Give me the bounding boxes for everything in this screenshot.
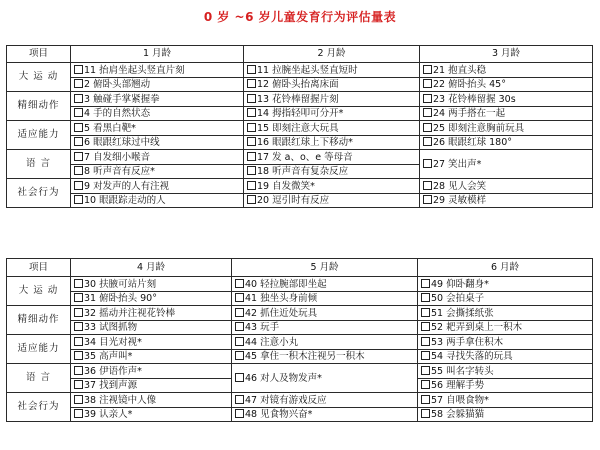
item-label: 15 即刻注意大玩具 <box>257 122 339 134</box>
table-row <box>7 320 593 335</box>
table-row <box>7 77 593 92</box>
table-row <box>7 193 593 208</box>
item-label: 29 灵敏模样 <box>433 195 487 206</box>
table-header-row <box>7 46 593 63</box>
table-header-row <box>7 259 593 277</box>
table-row <box>7 306 593 321</box>
item-cell <box>418 364 593 379</box>
item-label: 46 对人及物发声* <box>245 372 322 384</box>
checkbox[interactable] <box>74 152 83 161</box>
item-cell <box>71 92 244 107</box>
item-label: 4 手的自然状态 <box>84 108 151 119</box>
checkbox[interactable] <box>235 337 244 346</box>
checkbox[interactable] <box>423 79 432 88</box>
table-row <box>7 106 593 121</box>
item-cell <box>71 335 232 350</box>
header-month-6: 6 月龄 <box>418 259 593 277</box>
item-cell <box>232 349 418 364</box>
domain-fine-motor: 精细动作 <box>7 92 71 121</box>
domain-gross-motor: 大 运 动 <box>7 63 71 92</box>
checkbox[interactable] <box>235 409 244 418</box>
item-label: 3 触碰手掌紧握拳 <box>84 93 160 105</box>
item-cell <box>232 320 418 335</box>
item-cell <box>420 179 593 194</box>
item-label: 5 看黑白靶* <box>84 122 136 134</box>
item-cell <box>418 378 593 393</box>
table-row <box>7 364 593 379</box>
checkbox[interactable] <box>421 395 430 404</box>
item-cell <box>418 306 593 321</box>
domain-language: 语 言 <box>7 150 71 179</box>
item-cell <box>232 407 418 422</box>
item-cell <box>244 164 420 179</box>
checkbox[interactable] <box>74 279 83 288</box>
item-label: 36 伊语作声* <box>84 365 142 377</box>
item-label: 7 自发细小喉音 <box>84 151 151 163</box>
item-cell <box>420 63 593 78</box>
item-cell <box>71 179 244 194</box>
item-cell <box>418 277 593 292</box>
item-cell <box>71 193 244 208</box>
item-label: 57 自喂食物* <box>431 394 489 406</box>
item-label: 19 自发微笑* <box>257 180 315 192</box>
item-cell <box>232 306 418 321</box>
checkbox[interactable] <box>247 94 256 103</box>
checkbox[interactable] <box>421 279 430 288</box>
checkbox[interactable] <box>74 308 83 317</box>
assessment-table-months-4-6 <box>6 258 593 422</box>
checkbox[interactable] <box>235 293 244 302</box>
checkbox[interactable] <box>235 322 244 331</box>
item-label: 11 抬肩坐起头竖直片刻 <box>84 64 185 76</box>
item-label: 9 对发声的人有注视 <box>84 180 170 192</box>
checkbox[interactable] <box>247 152 256 161</box>
item-label: 40 轻拉腕部即坐起 <box>245 278 327 290</box>
checkbox[interactable] <box>235 279 244 288</box>
header-month-5: 5 月龄 <box>232 259 418 277</box>
item-label: 31 俯卧抬头 90° <box>84 293 157 304</box>
item-label: 53 两手拿住积木 <box>431 336 504 348</box>
item-label: 50 会拍桌子 <box>431 293 485 304</box>
checkbox[interactable] <box>74 65 83 74</box>
item-label: 54 寻找失落的玩具 <box>431 351 513 362</box>
item-cell <box>244 63 420 78</box>
item-cell <box>244 92 420 107</box>
header-item: 项目 <box>7 46 71 63</box>
item-label: 39 认亲人* <box>84 409 133 420</box>
item-cell <box>418 393 593 408</box>
checkbox[interactable] <box>74 293 83 302</box>
item-label: 44 注意小丸 <box>245 336 299 348</box>
item-label: 33 试图抓物 <box>84 322 138 333</box>
table-row <box>7 349 593 364</box>
item-cell <box>244 150 420 165</box>
item-cell <box>71 378 232 393</box>
checkbox[interactable] <box>74 395 83 404</box>
checkbox[interactable] <box>74 166 83 175</box>
item-label: 11 拉腕坐起头竖直短时 <box>257 64 358 76</box>
table-row <box>7 393 593 408</box>
item-cell <box>71 393 232 408</box>
item-label: 28 见人会笑 <box>433 180 487 192</box>
item-label: 24 两手搭在一起 <box>433 108 506 119</box>
item-label: 34 目光对视* <box>84 336 142 348</box>
header-month-4: 4 月龄 <box>71 259 232 277</box>
checkbox[interactable] <box>74 195 83 204</box>
item-label: 55 叫名字转头 <box>431 365 494 377</box>
table-row <box>7 335 593 350</box>
page-title: 0 岁 ~6 岁儿童发育行为评估量表 <box>203 10 397 24</box>
item-label: 12 俯卧头抬离床面 <box>257 79 339 90</box>
checkbox[interactable] <box>421 366 430 375</box>
checkbox[interactable] <box>247 181 256 190</box>
item-cell <box>71 135 244 150</box>
table-row <box>7 179 593 194</box>
checkbox[interactable] <box>421 308 430 317</box>
checkbox[interactable] <box>247 108 256 117</box>
checkbox[interactable] <box>423 195 432 204</box>
item-label: 17 发 a、o、e 等母音 <box>257 151 353 163</box>
table-row <box>7 121 593 136</box>
item-label: 16 眼跟红球上下移动* <box>257 137 353 148</box>
checkbox[interactable] <box>74 94 83 103</box>
item-cell <box>71 106 244 121</box>
item-cell <box>418 291 593 306</box>
domain-adaptive: 适应能力 <box>7 335 71 364</box>
checkbox[interactable] <box>74 351 83 360</box>
checkbox[interactable] <box>247 65 256 74</box>
item-cell <box>244 179 420 194</box>
checkbox[interactable] <box>247 137 256 146</box>
domain-social: 社会行为 <box>7 393 71 422</box>
item-cell <box>232 277 418 292</box>
checkbox[interactable] <box>74 79 83 88</box>
item-cell <box>420 92 593 107</box>
item-cell <box>420 135 593 150</box>
checkbox[interactable] <box>423 94 432 103</box>
item-cell <box>420 106 593 121</box>
item-label: 21 抱直头稳 <box>433 64 487 76</box>
checkbox[interactable] <box>74 181 83 190</box>
item-label: 49 仰卧翻身* <box>431 278 489 290</box>
checkbox[interactable] <box>423 159 432 168</box>
item-cell <box>244 106 420 121</box>
table-row <box>7 407 593 422</box>
item-label: 14 拇指轻叩可分开* <box>257 108 344 119</box>
item-cell <box>71 77 244 92</box>
checkbox[interactable] <box>74 322 83 331</box>
checkbox[interactable] <box>74 123 83 132</box>
item-cell <box>232 364 418 393</box>
item-label: 6 眼跟红球过中线 <box>84 137 160 148</box>
checkbox[interactable] <box>74 409 83 418</box>
item-cell <box>71 306 232 321</box>
header-month-3: 3 月龄 <box>420 46 593 63</box>
item-label: 35 高声叫* <box>84 351 133 362</box>
item-label: 13 花铃棒留握片刻 <box>257 93 339 105</box>
header-item: 项目 <box>7 259 71 277</box>
checkbox[interactable] <box>74 366 83 375</box>
checkbox[interactable] <box>421 380 430 389</box>
checkbox[interactable] <box>74 108 83 117</box>
table-row <box>7 291 593 306</box>
domain-social: 社会行为 <box>7 179 71 208</box>
item-cell <box>418 349 593 364</box>
checkbox[interactable] <box>423 123 432 132</box>
item-label: 43 玩手 <box>245 322 280 333</box>
checkbox[interactable] <box>235 395 244 404</box>
item-cell <box>71 407 232 422</box>
item-cell <box>71 277 232 292</box>
checkbox[interactable] <box>74 337 83 346</box>
header-month-1: 1 月龄 <box>71 46 244 63</box>
item-label: 20 逗引时有反应 <box>257 195 330 206</box>
item-cell <box>71 164 244 179</box>
item-cell <box>71 291 232 306</box>
item-cell <box>420 121 593 136</box>
checkbox[interactable] <box>421 351 430 360</box>
table-row <box>7 92 593 107</box>
table-row <box>7 63 593 78</box>
domain-gross-motor: 大 运 动 <box>7 277 71 306</box>
checkbox[interactable] <box>74 380 83 389</box>
item-label: 23 花铃棒留握 30s <box>433 93 516 105</box>
checkbox[interactable] <box>235 308 244 317</box>
assessment-table-months-1-3 <box>6 45 593 208</box>
item-label: 8 听声音有反应* <box>84 166 155 177</box>
checkbox[interactable] <box>235 373 244 382</box>
item-label: 37 找到声源 <box>84 380 138 391</box>
item-cell <box>418 407 593 422</box>
checkbox[interactable] <box>247 79 256 88</box>
item-label: 25 即刻注意胸前玩具 <box>433 122 525 134</box>
checkbox[interactable] <box>235 351 244 360</box>
item-cell <box>71 349 232 364</box>
table-row <box>7 277 593 292</box>
item-label: 45 拿住一积木注视另一积木 <box>245 351 365 362</box>
item-cell <box>244 77 420 92</box>
checkbox[interactable] <box>421 322 430 331</box>
item-cell <box>71 364 232 379</box>
item-label: 47 对镜有游戏反应 <box>245 394 327 406</box>
checkbox[interactable] <box>423 65 432 74</box>
item-label: 32 摇动并注视花铃棒 <box>84 307 176 319</box>
checkbox[interactable] <box>421 293 430 302</box>
checkbox[interactable] <box>423 137 432 146</box>
item-cell <box>244 135 420 150</box>
table-row <box>7 150 593 165</box>
checkbox[interactable] <box>74 137 83 146</box>
item-label: 22 俯卧抬头 45° <box>433 79 506 90</box>
domain-fine-motor: 精细动作 <box>7 306 71 335</box>
item-label: 48 见食物兴奋* <box>245 409 313 420</box>
checkbox[interactable] <box>247 195 256 204</box>
item-label: 30 扶腋可站片刻 <box>84 278 157 290</box>
item-label: 26 眼跟红球 180° <box>433 137 513 148</box>
item-cell <box>232 393 418 408</box>
checkbox[interactable] <box>421 337 430 346</box>
checkbox[interactable] <box>423 108 432 117</box>
item-cell <box>420 193 593 208</box>
item-cell <box>418 335 593 350</box>
item-label: 56 理解手势 <box>431 380 485 391</box>
item-label: 27 笑出声* <box>433 158 482 170</box>
domain-language: 语 言 <box>7 364 71 393</box>
checkbox[interactable] <box>421 409 430 418</box>
item-cell <box>71 150 244 165</box>
checkbox[interactable] <box>247 123 256 132</box>
item-label: 41 独坐头身前倾 <box>245 293 318 304</box>
header-month-2: 2 月龄 <box>244 46 420 63</box>
checkbox[interactable] <box>423 181 432 190</box>
item-label: 52 耙弄到桌上一积木 <box>431 322 523 333</box>
item-cell <box>232 335 418 350</box>
item-cell <box>420 77 593 92</box>
item-label: 58 会躲猫猫 <box>431 409 485 420</box>
domain-adaptive: 适应能力 <box>7 121 71 150</box>
item-label: 42 抓住近处玩具 <box>245 307 318 319</box>
item-label: 18 听声音有复杂反应 <box>257 166 349 177</box>
item-cell <box>71 63 244 78</box>
item-label: 38 注视镜中人像 <box>84 394 157 406</box>
table-row <box>7 135 593 150</box>
item-cell <box>71 320 232 335</box>
item-cell <box>244 193 420 208</box>
item-cell <box>232 291 418 306</box>
item-label: 2 俯卧头部翘动 <box>84 79 151 90</box>
item-cell <box>420 150 593 179</box>
item-cell <box>244 121 420 136</box>
checkbox[interactable] <box>247 166 256 175</box>
item-cell <box>418 320 593 335</box>
item-label: 51 会撕揉纸张 <box>431 307 494 319</box>
item-label: 10 眼跟踪走动的人 <box>84 195 166 206</box>
item-cell <box>71 121 244 136</box>
